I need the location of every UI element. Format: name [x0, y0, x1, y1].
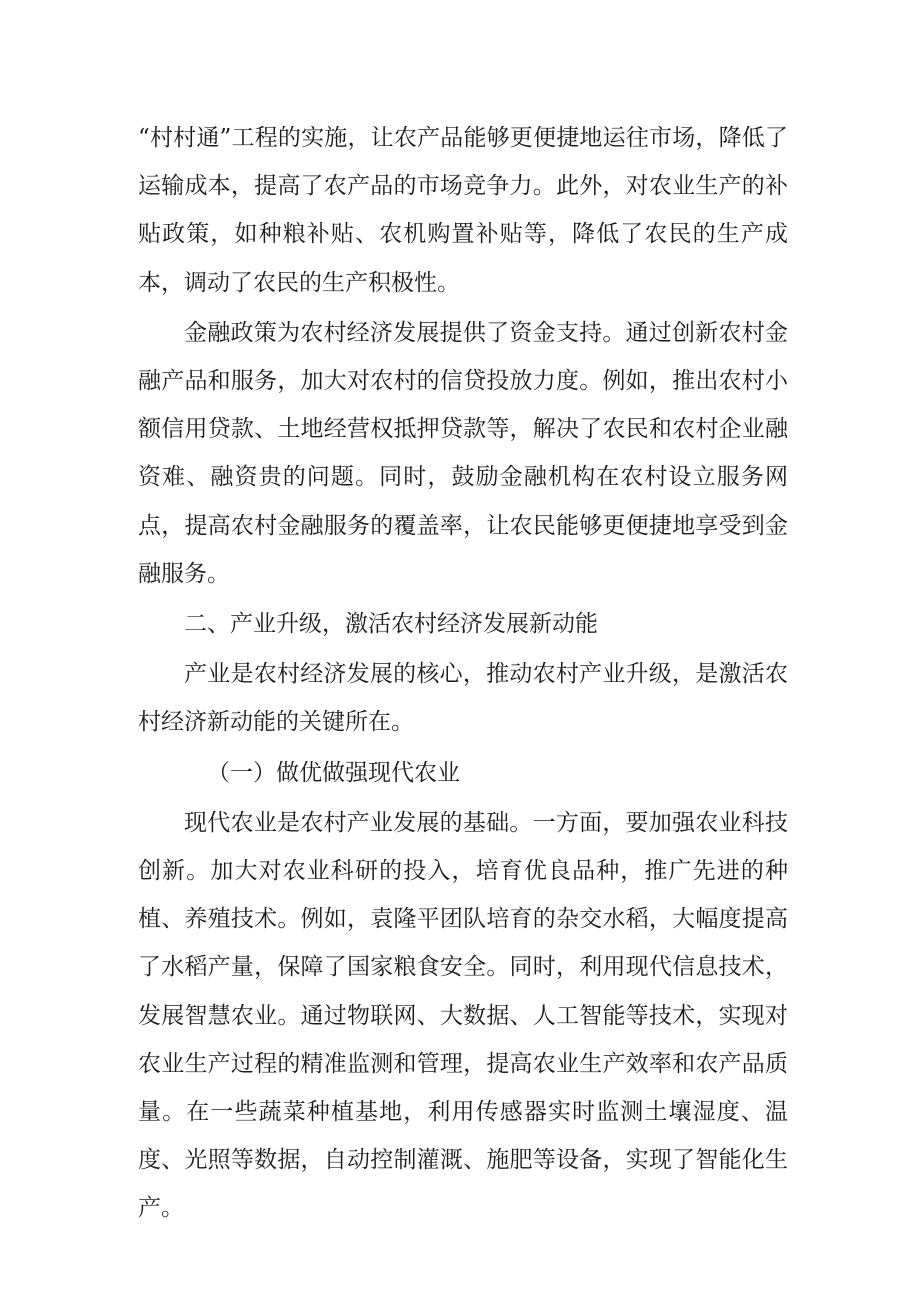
document-body	[138, 114, 788, 1235]
subsection-heading: （一）做优做强现代农业	[207, 759, 460, 786]
section-heading: 二、产业升级，激活农村经济发展新动能	[184, 611, 598, 638]
paragraph-modern-agriculture: 现代农业是农村产业发展的基础。一方面，要加强农业科技创新。加大对农业科研的投入，培育优良品种，推广先进的种植、养殖技术。例如，袁隆平团队培育的杂交水稻，大幅度提高了水稻产量，保障了国家粮食安全。同时，利用现代信息技术，发展智慧农业。通过物联网、大数据、人工智能等技术，实现对农业生产过程的精准监测和管理，提高农业生产效率和农产品质量。在一些蔬菜种植基地，利用传感器实时监测土壤湿度、温度、光照等数据，自动控制灌溉、施肥等设备，实现了智能化生产。	[138, 809, 788, 1222]
paragraph-continuation: “村村通”工程的实施，让农产品能够更便捷地运往市场，降低了运输成本，提高了农产品的市场竞争力。此外，对农业生产的补贴政策，如种粮补贴、农机购置补贴等，降低了农民的生产成本，调动了农民的生产积极性。	[138, 125, 788, 296]
paragraph-finance-policy: 金融政策为农村经济发展提供了资金支持。通过创新农村金融产品和服务，加大对农村的信贷投放力度。例如，推出农村小额信用贷款、土地经营权抵押贷款等，解决了农民和农村企业融资难、融资贵的问题。同时，鼓励金融机构在农村设立服务网点，提高农村金融服务的覆盖率，让农民能够更便捷地享受到金融服务。	[138, 319, 788, 587]
paragraph-industry-intro: 产业是农村经济发展的核心，推动农村产业升级，是激活农村经济新动能的关键所在。	[138, 661, 788, 736]
